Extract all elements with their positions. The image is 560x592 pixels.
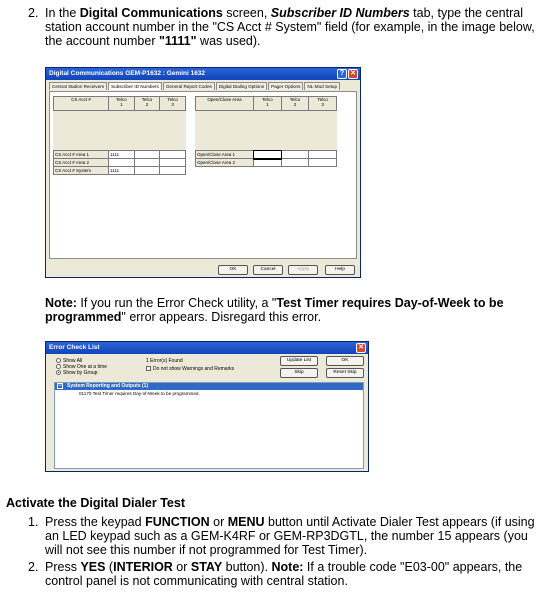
step2-paragraph xyxy=(45,6,557,48)
list-item-2-line2: control panel is not communicating with central station. xyxy=(45,574,348,588)
grid-header: Open/Close Area xyxy=(196,97,254,111)
cs-acct-area2-telco3-field[interactable] xyxy=(160,159,186,167)
window-title-bar xyxy=(46,68,360,80)
step2-line3: the account number "1111" was used). xyxy=(45,34,261,48)
open-close-area1-telco2-field[interactable] xyxy=(281,151,309,159)
table-row xyxy=(54,159,186,167)
cs-acct-area2-telco1-field[interactable] xyxy=(109,159,135,167)
step2-line2: station account number in the "CS Acct # System" field (for example, in the image below, xyxy=(45,20,535,34)
window-title: Digital Communications GEM-P1632 : Gemini 1632 xyxy=(49,70,206,77)
step2-line1: In the Digital Communications screen, Subscriber ID Numbers tab, type the central xyxy=(45,6,523,20)
grid-header: Telco 3 xyxy=(309,97,337,111)
grid-header: CS Acct # xyxy=(54,97,109,111)
open-close-grid xyxy=(195,96,337,167)
checkbox-icon xyxy=(146,366,151,371)
collapse-icon[interactable]: − xyxy=(58,383,62,389)
digital-communications-window xyxy=(45,67,361,278)
cs-acct-area1-telco1-field[interactable]: 1111 xyxy=(109,151,135,159)
error-group-row[interactable]: − System Reporting and Outputs (1) xyxy=(55,383,363,390)
open-close-area1-telco3-field[interactable] xyxy=(309,151,337,159)
radio-show-one[interactable]: Show One at a time xyxy=(56,364,107,370)
help-button[interactable]: Help xyxy=(325,265,355,275)
radio-icon xyxy=(56,358,61,363)
window-title: Error Check List xyxy=(49,344,100,351)
open-close-area2-telco1-field[interactable] xyxy=(254,159,282,167)
window-title-bar xyxy=(46,342,368,354)
radio-icon xyxy=(56,364,61,369)
cs-acct-system-telco3-field[interactable] xyxy=(160,167,186,175)
list-number: 2. xyxy=(28,560,39,574)
cs-account-grid xyxy=(53,96,186,175)
cs-acct-area1-telco2-field[interactable] xyxy=(134,151,160,159)
tab-subscriber-id-numbers[interactable]: Subscriber ID Numbers xyxy=(108,82,162,90)
cancel-button[interactable]: Cancel xyxy=(253,265,283,275)
list-item-1-line1: Press the keypad FUNCTION or MENU button until Activate Dialer Test appears (if using xyxy=(45,515,535,529)
radio-show-by-group[interactable]: Show by Group xyxy=(56,370,107,376)
errors-found-count: 1 Error(s) Found xyxy=(146,358,183,364)
hide-warnings-checkbox[interactable]: Do not show Warnings and Remarks xyxy=(146,366,234,372)
update-list-button[interactable]: Update List xyxy=(280,356,318,366)
cs-acct-system-telco1-field[interactable]: 1111 xyxy=(109,167,135,175)
grid-header-row xyxy=(196,97,337,111)
list-number: 1. xyxy=(28,515,39,529)
tab-digital-dialing-options[interactable]: Digital Dialing Options xyxy=(216,82,267,90)
note-paragraph xyxy=(45,296,557,324)
list-item-1-line2: an LED keypad such as a GEM-K4RF or GEM-RP3DGTL, the number 15 appears (you xyxy=(45,529,528,543)
reset-skip-button[interactable]: Reset Skip xyxy=(326,368,364,378)
grid-header: Telco 3 xyxy=(160,97,186,111)
table-row xyxy=(196,159,337,167)
row-label: CS Acct # Area 1 xyxy=(54,151,109,159)
grid-header-row xyxy=(54,97,186,111)
list-item-1-line3: will not see this number if not programmed for Test Timer). xyxy=(45,543,368,557)
radio-selected-icon xyxy=(56,370,61,375)
grid-header: Telco 1 xyxy=(254,97,282,111)
cs-acct-system-telco2-field[interactable] xyxy=(134,167,160,175)
radio-show-all[interactable]: Show All xyxy=(56,358,107,364)
error-list xyxy=(54,382,364,469)
skip-button[interactable]: Skip xyxy=(280,368,318,378)
view-options xyxy=(56,358,107,376)
open-close-area1-telco1-field[interactable] xyxy=(254,151,282,159)
apply-button: Apply xyxy=(288,265,318,275)
row-label: CS Acct # Area 2 xyxy=(54,159,109,167)
close-icon[interactable]: ✕ xyxy=(356,343,366,353)
table-row xyxy=(54,167,186,175)
error-check-list-window xyxy=(45,341,369,472)
table-row xyxy=(196,151,337,159)
help-icon[interactable]: ? xyxy=(337,69,347,79)
row-label: Open/Close Area 2 xyxy=(196,159,254,167)
grid-header: Telco 2 xyxy=(134,97,160,111)
row-label: CS Acct # System xyxy=(54,167,109,175)
cs-acct-area2-telco2-field[interactable] xyxy=(134,159,160,167)
grid-header: Telco 2 xyxy=(281,97,309,111)
list-item-1 xyxy=(45,515,557,557)
note-label: Note: xyxy=(45,296,77,310)
cs-acct-area1-telco3-field[interactable] xyxy=(160,151,186,159)
row-label: Open/Close Area 1 xyxy=(196,151,254,159)
table-row xyxy=(54,151,186,159)
close-icon[interactable]: ✕ xyxy=(348,69,358,79)
tab-nl-mod-setup[interactable]: NL-Mod Setup xyxy=(304,82,340,90)
open-close-area2-telco3-field[interactable] xyxy=(309,159,337,167)
ok-button[interactable]: OK xyxy=(326,356,364,366)
section-title: Activate the Digital Dialer Test xyxy=(6,496,185,510)
list-item-2-line1: Press YES (INTERIOR or STAY button). Note: If a trouble code "E03-00" appears, the xyxy=(45,560,523,574)
grid-header: Telco 1 xyxy=(109,97,135,111)
tab-general-report-codes[interactable]: General Report Codes xyxy=(163,82,215,90)
note-line2: programmed" error appears. Disregard this error. xyxy=(45,310,322,324)
step-number: 2. xyxy=(28,6,39,20)
tab-central-station-receivers[interactable]: Central Station Receivers xyxy=(49,82,107,90)
list-item[interactable]: 01170 Test Timer requires Day-of-Week to be programmed. xyxy=(79,391,200,396)
open-close-area2-telco2-field[interactable] xyxy=(281,159,309,167)
list-item-2 xyxy=(45,560,557,588)
tab-strip xyxy=(49,82,341,90)
tab-pager-options[interactable]: Pager Options xyxy=(268,82,303,90)
note-line1: Note: If you run the Error Check utility, a "Test Timer requires Day-of-Week to be xyxy=(45,296,504,310)
ok-button[interactable]: OK xyxy=(218,265,248,275)
